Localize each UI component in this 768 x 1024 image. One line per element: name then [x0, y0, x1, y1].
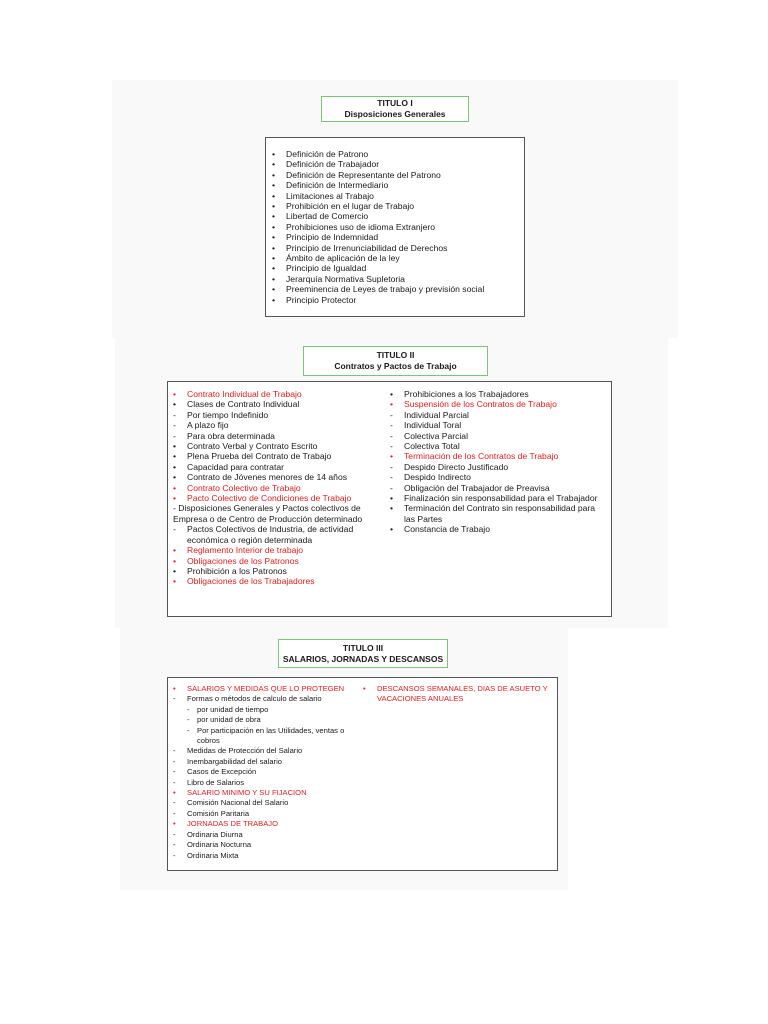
bullet-marker: -: [173, 694, 176, 704]
titulo-1-heading: TITULO I: [377, 98, 413, 108]
list-item: [173, 399, 385, 409]
list-item: [173, 830, 361, 840]
list-item: [272, 149, 522, 159]
list-item-text: Colectiva Parcial: [404, 430, 468, 441]
bullet-marker: •: [173, 472, 177, 483]
bullet-marker: •: [173, 545, 177, 556]
bullet-marker: •: [173, 389, 177, 399]
bullet-marker: -: [173, 756, 176, 766]
list-item: [173, 819, 361, 829]
list-item: [272, 295, 522, 305]
bullet-marker: •: [173, 565, 177, 576]
list-item-text: Obligaciones de los Trabajadores: [187, 576, 315, 587]
list-item-text: Definición de Intermediario: [286, 180, 389, 191]
list-item: [173, 503, 385, 524]
bullet-marker: -: [390, 430, 393, 441]
list-item-text: Casos de Excepción: [187, 767, 257, 777]
list-item: [390, 410, 602, 420]
bullet-marker: •: [363, 684, 366, 693]
titulo-3-heading: TITULO III: [342, 642, 384, 653]
list-item-text: Inembargabilidad del salario: [187, 756, 282, 766]
list-item: [272, 170, 522, 180]
bullet-marker: •: [173, 684, 176, 693]
bullet-marker: -: [173, 840, 176, 850]
list-item: [272, 159, 522, 169]
list-item-text: Terminación de los Contratos de Trabajo: [404, 451, 559, 462]
list-item-text: Ámbito de aplicación de la ley: [286, 253, 400, 264]
list-item-text: Por participación en las Utilidades, ventas o cobros: [197, 725, 345, 746]
list-item-text: DESCANSOS SEMANALES, DIAS DE ASUETO Y VACACIONES ANUALES: [377, 684, 548, 704]
list-item: [173, 715, 361, 725]
bullet-marker: •: [173, 493, 177, 504]
list-item: [390, 493, 602, 503]
list-item-text: Despido Directo Justificado: [404, 461, 509, 472]
list-item-text: Medidas de Protección del Salario: [187, 746, 303, 756]
bullet-marker: -: [390, 482, 393, 493]
bullet-marker: •: [173, 482, 177, 493]
list-item: [390, 420, 602, 430]
list-item-text: Limitaciones al Trabajo: [286, 190, 374, 201]
bullet-marker: -: [173, 808, 176, 818]
list-item-text: Individual Parcial: [404, 409, 469, 420]
titulo-3-content-box: [167, 677, 558, 871]
list-item: [173, 410, 385, 420]
bullet-marker: -: [173, 767, 176, 777]
list-item-text: Formas o métodos de calculo de salario: [187, 694, 322, 704]
titulo-3-header: [278, 639, 448, 668]
bullet-marker: •: [272, 211, 276, 222]
bullet-marker: -: [173, 746, 176, 756]
list-item: [272, 253, 522, 263]
list-item: [272, 222, 522, 232]
list-item-text: Prohibiciones uso de idioma Extranjero: [286, 221, 436, 232]
list-item: [173, 788, 361, 798]
titulo-1-subheading: Disposiciones Generales: [344, 109, 446, 119]
list-item-text: Clases de Contrato Individual: [187, 399, 300, 410]
list-item-text: SALARIO MINIMO Y SU FIJACION: [187, 788, 307, 798]
list-item: [272, 232, 522, 242]
list-item-text: Preeminencia de Leyes de trabajo y previsión social: [286, 284, 485, 295]
list-item: [173, 389, 385, 399]
titulo-1-content-box: [265, 137, 525, 317]
list-item: [173, 483, 385, 493]
bullet-marker: •: [173, 461, 177, 472]
titulo-2-subheading: Contratos y Pactos de Trabajo: [334, 361, 457, 371]
list-item: [390, 441, 602, 451]
list-item-text: Principio de Irrenunciabilidad de Derechos: [286, 242, 448, 253]
titulo-3-right-list: [363, 684, 553, 705]
list-item: [173, 556, 385, 566]
list-item: [173, 746, 361, 756]
list-item-text: por unidad de obra: [197, 715, 261, 725]
bullet-marker: -: [173, 524, 176, 535]
list-item: [272, 201, 522, 211]
list-item: [173, 431, 385, 441]
bullet-marker: •: [173, 555, 177, 566]
list-item: [173, 757, 361, 767]
bullet-marker: -: [187, 704, 190, 714]
list-item-text: Pactos Colectivos de Industria, de actividad económica o región determinada: [187, 524, 354, 545]
list-item-text: Libertad de Comercio: [286, 211, 369, 222]
bullet-marker: -: [390, 472, 393, 483]
list-item-text: Contrato Verbal y Contrato Escrito: [187, 441, 318, 452]
list-item: [173, 545, 385, 555]
list-item-text: SALARIOS Y MEDIDAS QUE LO PROTEGEN: [187, 684, 345, 693]
list-item: [173, 493, 385, 503]
bullet-marker: •: [272, 190, 276, 201]
bullet-marker: •: [272, 253, 276, 264]
bullet-marker: -: [187, 725, 190, 735]
titulo-1-list: [272, 149, 522, 305]
list-item-text: - Disposiciones Generales y Pactos colectivos de Empresa o de Centro de Producción determinado: [173, 503, 363, 524]
list-item-text: Principio Protector: [286, 294, 357, 305]
list-item-text: Definición de Patrono: [286, 149, 369, 159]
bullet-marker: -: [173, 409, 176, 420]
list-item: [390, 483, 602, 493]
bullet-marker: -: [173, 829, 176, 839]
list-item-text: Ordinaria Mixta: [187, 850, 239, 860]
list-item: [390, 462, 602, 472]
bullet-marker: •: [390, 451, 394, 462]
bullet-marker: •: [173, 399, 177, 410]
bullet-marker: -: [390, 409, 393, 420]
titulo-3-left-list: [173, 684, 361, 861]
list-item: [272, 274, 522, 284]
list-item-text: Jerarquía Normativa Supletoria: [286, 273, 405, 284]
list-item: [390, 451, 602, 461]
bullet-marker: -: [390, 461, 393, 472]
list-item-text: Terminación del Contrato sin responsabilidad para las Partes: [404, 503, 596, 524]
list-item-text: Plena Prueba del Contrato de Trabajo: [187, 451, 332, 462]
list-item-text: Contrato Individual de Trabajo: [187, 389, 302, 399]
list-item: [390, 399, 602, 409]
bullet-marker: •: [390, 493, 394, 504]
bullet-marker: •: [390, 524, 394, 535]
list-item-text: Prohibición en el lugar de Trabajo: [286, 201, 415, 212]
list-item: [390, 431, 602, 441]
titulo-2-left-list: [173, 389, 385, 587]
list-item: [390, 503, 602, 524]
list-item-text: A plazo fijo: [187, 420, 229, 431]
list-item: [173, 798, 361, 808]
list-item: [173, 420, 385, 430]
list-item: [173, 566, 385, 576]
list-item: [390, 524, 602, 534]
list-item: [173, 451, 385, 461]
titulo-1-header: [321, 96, 469, 122]
list-item-text: Obligación del Trabajador de Preavisa: [404, 482, 550, 493]
bullet-marker: -: [173, 420, 176, 431]
list-item-text: Comisión Paritaria: [187, 808, 250, 818]
list-item-text: Constancia de Trabajo: [404, 524, 490, 535]
list-item-text: Prohibición a los Patronos: [187, 565, 287, 576]
bullet-marker: •: [272, 284, 276, 295]
list-item-text: Capacidad para contratar: [187, 461, 284, 472]
list-item: [173, 441, 385, 451]
list-item: [272, 284, 522, 294]
bullet-marker: •: [173, 819, 176, 829]
list-item-text: Comisión Nacional del Salario: [187, 798, 289, 808]
bullet-marker: •: [272, 169, 276, 180]
titulo-3-subheading: SALARIOS, JORNADAS Y DESCANSOS: [282, 653, 444, 664]
list-item: [173, 694, 361, 704]
list-item-text: Ordinaria Diurna: [187, 829, 243, 839]
titulo-2-content-box: [167, 381, 612, 617]
list-item: [272, 263, 522, 273]
list-item: [272, 211, 522, 221]
list-item: [173, 726, 361, 747]
list-item-text: Libro de Salarios: [187, 777, 244, 787]
list-item-text: JORNADAS DE TRABAJO: [187, 819, 279, 829]
list-item-text: Obligaciones de los Patronos: [187, 555, 299, 566]
list-item-text: por unidad de tiempo: [197, 704, 269, 714]
bullet-marker: -: [173, 798, 176, 808]
bullet-marker: •: [272, 294, 276, 305]
list-item-text: Suspensión de los Contratos de Trabajo: [404, 399, 557, 410]
list-item-text: Principio de Indemnidad: [286, 232, 379, 243]
list-item-text: Definición de Trabajador: [286, 159, 380, 170]
list-item: [173, 778, 361, 788]
bullet-marker: •: [173, 788, 176, 798]
titulo-2-right-list: [390, 389, 602, 535]
list-item-text: Individual Toral: [404, 420, 462, 431]
list-item: [272, 243, 522, 253]
list-item: [390, 472, 602, 482]
list-item-text: Contrato de Jóvenes menores de 14 años: [187, 472, 348, 483]
bullet-marker: •: [272, 263, 276, 274]
list-item: [363, 684, 553, 705]
list-item: [173, 705, 361, 715]
bullet-marker: -: [187, 715, 190, 725]
list-item-text: Definición de Representante del Patrono: [286, 169, 441, 180]
list-item-text: Finalización sin responsabilidad para el Trabajador: [404, 493, 598, 504]
bullet-marker: •: [272, 242, 276, 253]
titulo-2-heading: TITULO II: [376, 350, 415, 360]
bullet-marker: -: [173, 850, 176, 860]
list-item: [173, 809, 361, 819]
bullet-marker: •: [272, 232, 276, 243]
bullet-marker: -: [390, 441, 393, 452]
bullet-marker: •: [272, 159, 276, 170]
bullet-marker: •: [173, 576, 177, 587]
list-item-text: Pacto Colectivo de Condiciones de Trabajo: [187, 493, 352, 504]
bullet-marker: •: [173, 441, 177, 452]
bullet-marker: -: [173, 777, 176, 787]
list-item-text: Colectiva Total: [404, 441, 460, 452]
list-item-text: Contrato Colectivo de Trabajo: [187, 482, 301, 493]
bullet-marker: •: [272, 221, 276, 232]
list-item: [272, 191, 522, 201]
list-item: [173, 472, 385, 482]
bullet-marker: •: [272, 273, 276, 284]
list-item: [390, 389, 602, 399]
bullet-marker: -: [390, 420, 393, 431]
bullet-marker: •: [390, 399, 394, 410]
bullet-marker: •: [390, 503, 394, 514]
bullet-marker: •: [173, 451, 177, 462]
list-item: [173, 767, 361, 777]
list-item: [173, 462, 385, 472]
list-item-text: Para obra determinada: [187, 430, 275, 441]
list-item-text: Principio de Igualdad: [286, 263, 367, 274]
bullet-marker: •: [272, 149, 276, 159]
list-item-text: Por tiempo Indefinido: [187, 409, 269, 420]
list-item: [173, 576, 385, 586]
list-item: [173, 851, 361, 861]
list-item-text: Despido Indirecto: [404, 472, 471, 483]
list-item: [173, 684, 361, 694]
list-item-text: Prohibiciones a los Trabajadores: [404, 389, 529, 399]
list-item: [173, 840, 361, 850]
bullet-marker: •: [390, 389, 394, 399]
bullet-marker: •: [272, 180, 276, 191]
list-item: [272, 180, 522, 190]
list-item-text: Ordinaria Nocturna: [187, 840, 252, 850]
titulo-2-header: [303, 346, 488, 376]
bullet-marker: •: [272, 201, 276, 212]
bullet-marker: -: [173, 430, 176, 441]
list-item-text: Reglamento Interior de trabajo: [187, 545, 304, 556]
list-item: [173, 524, 385, 545]
